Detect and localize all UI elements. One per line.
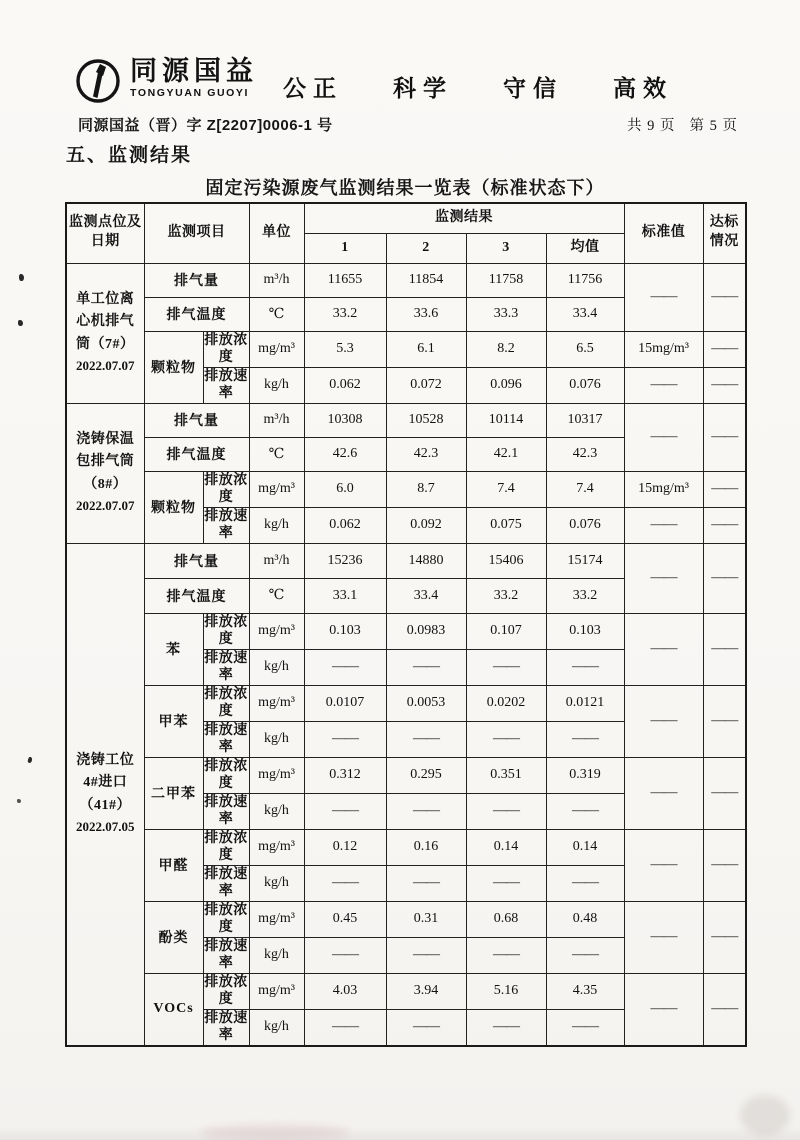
pollutant-name-cell: 颗粒物 xyxy=(144,471,203,543)
value-cell: —— xyxy=(386,793,466,829)
value-cell: 0.103 xyxy=(546,613,624,649)
value-cell: 42.1 xyxy=(466,437,546,471)
label-cell: 排气温度 xyxy=(144,437,249,471)
pages-total: 共 9 页 xyxy=(627,118,676,134)
label-cell: 排放速率 xyxy=(204,368,248,401)
value-cell: 11756 xyxy=(546,263,624,297)
label-cell: 排气量 xyxy=(144,403,249,437)
value-cell: 0.103 xyxy=(304,613,386,649)
scan-speck xyxy=(27,756,33,763)
compliance-cell: —— xyxy=(703,973,746,1046)
value-cell: —— xyxy=(386,865,466,901)
unit-cell: mg/m³ xyxy=(249,331,304,367)
value-cell: 33.1 xyxy=(304,578,386,613)
value-cell: 0.351 xyxy=(466,757,546,793)
value-cell: —— xyxy=(546,937,624,973)
header-item: 监测项目 xyxy=(144,203,249,263)
value-cell: 15174 xyxy=(546,543,624,578)
pollutant-name-cell: 苯 xyxy=(144,613,203,685)
value-cell: 0.295 xyxy=(386,757,466,793)
slogan-row xyxy=(283,70,673,103)
company-logo xyxy=(74,57,258,105)
document-info-line xyxy=(78,114,738,135)
table-row xyxy=(66,331,746,367)
scan-speck xyxy=(19,274,24,281)
value-cell: —— xyxy=(466,937,546,973)
unit-cell: kg/h xyxy=(249,937,304,973)
value-cell: 7.4 xyxy=(546,471,624,507)
value-cell: —— xyxy=(466,649,546,685)
compliance-cell: —— xyxy=(703,367,746,403)
value-cell: 4.35 xyxy=(546,973,624,1009)
logo-icon xyxy=(74,57,122,105)
point-cell: 浇铸保温 包排气筒 （8#） 2022.07.07 xyxy=(66,403,144,543)
unit-cell: kg/h xyxy=(249,721,304,757)
pollutant-name-cell: 甲苯 xyxy=(144,685,203,757)
compliance-cell: —— xyxy=(703,331,746,367)
value-cell: —— xyxy=(304,721,386,757)
logo-name-cn: 同源国益 xyxy=(130,56,258,86)
value-cell: —— xyxy=(304,649,386,685)
header-standard: 标准值 xyxy=(624,203,703,263)
value-cell: 11854 xyxy=(386,263,466,297)
value-cell: 0.072 xyxy=(386,367,466,403)
slogan-word: 守信 xyxy=(503,76,563,101)
label-cell: 排气温度 xyxy=(144,578,249,613)
standard-cell: —— xyxy=(624,403,703,471)
value-cell: 10308 xyxy=(304,403,386,437)
slogan-word: 科学 xyxy=(393,76,453,101)
standard-cell: —— xyxy=(624,543,703,613)
value-cell: 0.48 xyxy=(546,901,624,937)
slogan-word: 公正 xyxy=(283,76,343,101)
page-current: 第 5 页 xyxy=(689,118,738,134)
value-cell: 4.03 xyxy=(304,973,386,1009)
value-cell: —— xyxy=(386,1009,466,1046)
value-cell: 15406 xyxy=(466,543,546,578)
header-run1: 1 xyxy=(304,233,386,263)
value-cell: 5.16 xyxy=(466,973,546,1009)
compliance-cell: —— xyxy=(703,403,746,471)
value-cell: —— xyxy=(304,937,386,973)
value-cell: 0.0983 xyxy=(386,613,466,649)
standard-cell: 15mg/m³ xyxy=(624,471,703,507)
table-row xyxy=(66,829,746,865)
value-cell: 3.94 xyxy=(386,973,466,1009)
value-cell: 6.1 xyxy=(386,331,466,367)
standard-cell: —— xyxy=(624,973,703,1046)
standard-cell: —— xyxy=(624,685,703,757)
label-cell: 排放速率 xyxy=(204,650,248,683)
standard-cell: —— xyxy=(624,263,703,331)
value-cell: 7.4 xyxy=(466,471,546,507)
value-cell: —— xyxy=(386,721,466,757)
unit-cell: mg/m³ xyxy=(249,613,304,649)
value-cell: 42.3 xyxy=(386,437,466,471)
unit-cell: m³/h xyxy=(249,403,304,437)
value-cell: 0.31 xyxy=(386,901,466,937)
table-row xyxy=(66,901,746,937)
value-cell: 0.0121 xyxy=(546,685,624,721)
header-average: 均值 xyxy=(546,233,624,263)
value-cell: 0.062 xyxy=(304,367,386,403)
value-cell: 0.312 xyxy=(304,757,386,793)
label-cell: 排放浓度 xyxy=(204,332,248,365)
standard-cell: 15mg/m³ xyxy=(624,331,703,367)
value-cell: —— xyxy=(466,721,546,757)
label-cell: 排气量 xyxy=(144,263,249,297)
monitoring-results-table xyxy=(65,202,747,1047)
value-cell: 33.3 xyxy=(466,297,546,331)
value-cell: 0.076 xyxy=(546,367,624,403)
label-cell: 排放浓度 xyxy=(204,472,248,505)
compliance-cell: —— xyxy=(703,507,746,543)
value-cell: 33.2 xyxy=(546,578,624,613)
label-cell: 排放浓度 xyxy=(204,830,248,863)
standard-cell: —— xyxy=(624,367,703,403)
page-indicator xyxy=(613,114,738,135)
table-row xyxy=(66,685,746,721)
standard-cell: —— xyxy=(624,613,703,685)
pollutant-name-cell: 酚类 xyxy=(144,901,203,973)
value-cell: 0.16 xyxy=(386,829,466,865)
standard-cell: —— xyxy=(624,507,703,543)
unit-cell: m³/h xyxy=(249,263,304,297)
value-cell: —— xyxy=(466,793,546,829)
value-cell: —— xyxy=(304,865,386,901)
logo-text xyxy=(130,57,258,99)
label-cell: 排放速率 xyxy=(204,794,248,827)
scan-edge-shadow xyxy=(0,1126,800,1140)
value-cell: 8.2 xyxy=(466,331,546,367)
value-cell: —— xyxy=(546,1009,624,1046)
value-cell: 0.092 xyxy=(386,507,466,543)
value-cell: —— xyxy=(304,1009,386,1046)
header-point: 监测点位及日期 xyxy=(66,203,144,263)
label-cell: 排放速率 xyxy=(204,722,248,755)
value-cell: —— xyxy=(386,649,466,685)
table-row xyxy=(66,543,746,578)
label-cell: 排气量 xyxy=(144,543,249,578)
table-row xyxy=(66,403,746,437)
value-cell: 0.0202 xyxy=(466,685,546,721)
standard-cell: —— xyxy=(624,757,703,829)
standard-cell: —— xyxy=(624,829,703,901)
unit-cell: mg/m³ xyxy=(249,471,304,507)
value-cell: 0.14 xyxy=(466,829,546,865)
table-row xyxy=(66,263,746,297)
label-cell: 排放浓度 xyxy=(204,614,248,647)
label-cell: 排放速率 xyxy=(204,938,248,971)
pollutant-name-cell: VOCs xyxy=(144,973,203,1046)
compliance-cell: —— xyxy=(703,263,746,331)
pollutant-name-cell: 甲醛 xyxy=(144,829,203,901)
unit-cell: ℃ xyxy=(249,437,304,471)
unit-cell: kg/h xyxy=(249,649,304,685)
unit-cell: kg/h xyxy=(249,793,304,829)
value-cell: 0.0053 xyxy=(386,685,466,721)
value-cell: 11655 xyxy=(304,263,386,297)
unit-cell: mg/m³ xyxy=(249,685,304,721)
document-number: 同源国益（晋）字 Z[2207]0006-1 号 xyxy=(78,117,333,134)
unit-cell: kg/h xyxy=(249,865,304,901)
point-cell: 浇铸工位 4#进口 （41#） 2022.07.05 xyxy=(66,543,144,1046)
table-header-row xyxy=(66,203,746,233)
header-compliance: 达标情况 xyxy=(703,203,746,263)
header-unit: 单位 xyxy=(249,203,304,263)
unit-cell: m³/h xyxy=(249,543,304,578)
value-cell: 33.4 xyxy=(386,578,466,613)
value-cell: 0.075 xyxy=(466,507,546,543)
compliance-cell: —— xyxy=(703,543,746,613)
value-cell: 6.5 xyxy=(546,331,624,367)
pollutant-name-cell: 颗粒物 xyxy=(144,331,203,403)
value-cell: 6.0 xyxy=(304,471,386,507)
value-cell: 0.68 xyxy=(466,901,546,937)
compliance-cell: —— xyxy=(703,829,746,901)
value-cell: 33.6 xyxy=(386,297,466,331)
table-row xyxy=(66,613,746,649)
header-results: 监测结果 xyxy=(304,203,624,233)
value-cell: —— xyxy=(546,865,624,901)
value-cell: —— xyxy=(466,1009,546,1046)
compliance-cell: —— xyxy=(703,901,746,973)
value-cell: 10528 xyxy=(386,403,466,437)
scan-speck xyxy=(18,320,23,326)
value-cell: 33.2 xyxy=(466,578,546,613)
scan-speck xyxy=(17,799,21,803)
unit-cell: mg/m³ xyxy=(249,829,304,865)
unit-cell: ℃ xyxy=(249,578,304,613)
value-cell: 0.0107 xyxy=(304,685,386,721)
value-cell: 10317 xyxy=(546,403,624,437)
unit-cell: kg/h xyxy=(249,367,304,403)
value-cell: 8.7 xyxy=(386,471,466,507)
value-cell: —— xyxy=(386,937,466,973)
label-cell: 排放速率 xyxy=(204,508,248,541)
label-cell: 排放浓度 xyxy=(204,902,248,935)
value-cell: 0.12 xyxy=(304,829,386,865)
value-cell: 33.4 xyxy=(546,297,624,331)
value-cell: 0.076 xyxy=(546,507,624,543)
label-cell: 排放速率 xyxy=(203,1009,249,1046)
label-cell: 排放浓度 xyxy=(204,686,248,719)
value-cell: 0.096 xyxy=(466,367,546,403)
unit-cell: kg/h xyxy=(249,507,304,543)
value-cell: —— xyxy=(304,793,386,829)
value-cell: 14880 xyxy=(386,543,466,578)
value-cell: 0.319 xyxy=(546,757,624,793)
value-cell: 0.14 xyxy=(546,829,624,865)
unit-cell: mg/m³ xyxy=(249,973,304,1009)
table-title: 固定污染源废气监测结果一览表（标准状态下） xyxy=(205,178,605,198)
compliance-cell: —— xyxy=(703,685,746,757)
value-cell: 42.6 xyxy=(304,437,386,471)
value-cell: —— xyxy=(546,793,624,829)
standard-cell: —— xyxy=(624,901,703,973)
value-cell: 15236 xyxy=(304,543,386,578)
value-cell: 0.107 xyxy=(466,613,546,649)
compliance-cell: —— xyxy=(703,471,746,507)
label-cell: 排放速率 xyxy=(204,866,248,899)
value-cell: —— xyxy=(546,649,624,685)
unit-cell: kg/h xyxy=(249,1009,304,1046)
value-cell: 33.2 xyxy=(304,297,386,331)
point-cell: 单工位离 心机排气 筒（7#） 2022.07.07 xyxy=(66,263,144,403)
label-cell: 排放浓度 xyxy=(204,974,248,1007)
value-cell: 5.3 xyxy=(304,331,386,367)
table-row xyxy=(66,757,746,793)
slogan-word: 高效 xyxy=(613,76,673,101)
value-cell: 10114 xyxy=(466,403,546,437)
value-cell: —— xyxy=(466,865,546,901)
label-cell: 排气温度 xyxy=(144,297,249,331)
compliance-cell: —— xyxy=(703,757,746,829)
logo-name-en: TONGYUAN GUOYI xyxy=(130,86,250,99)
table-row xyxy=(66,471,746,507)
value-cell: 11758 xyxy=(466,263,546,297)
unit-cell: mg/m³ xyxy=(249,901,304,937)
value-cell: 0.062 xyxy=(304,507,386,543)
pollutant-name-cell: 二甲苯 xyxy=(144,757,203,829)
value-cell: 42.3 xyxy=(546,437,624,471)
unit-cell: mg/m³ xyxy=(249,757,304,793)
section-heading: 五、监测结果 xyxy=(66,145,193,166)
header-run2: 2 xyxy=(386,233,466,263)
compliance-cell: —— xyxy=(703,613,746,685)
unit-cell: ℃ xyxy=(249,297,304,331)
label-cell: 排放浓度 xyxy=(204,758,248,791)
header-run3: 3 xyxy=(466,233,546,263)
table-row xyxy=(66,973,746,1009)
value-cell: 0.45 xyxy=(304,901,386,937)
value-cell: —— xyxy=(546,721,624,757)
